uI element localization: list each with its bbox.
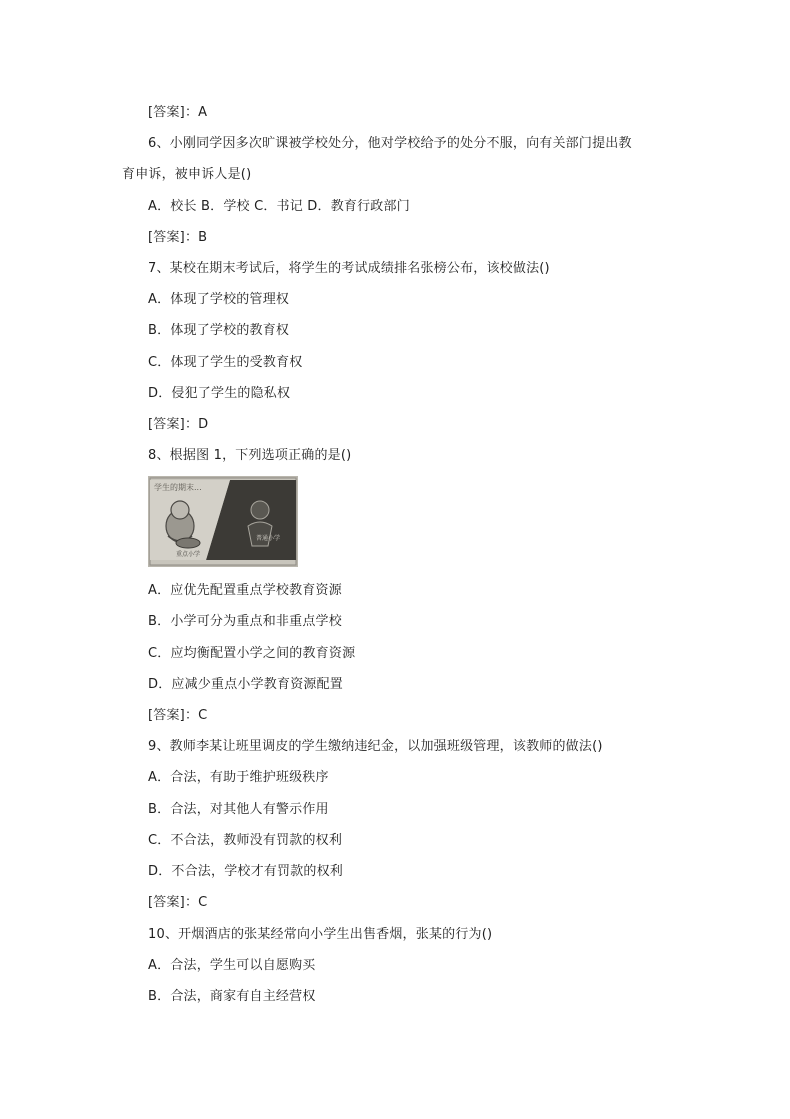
figure-1-cartoon [148, 476, 298, 567]
answer-q7: [答案]：D [148, 417, 209, 432]
question-9-option-a: A．合法，有助于维护班级秩序 [148, 770, 329, 785]
question-9-option-d: D．不合法，学校才有罚款的权利 [148, 864, 344, 879]
question-7-stem: 7、某校在期末考试后，将学生的考试成绩排名张榜公布，该校做法() [148, 261, 550, 276]
question-8-stem: 8、根据图 1，下列选项正确的是() [148, 448, 352, 463]
question-6-stem-line2: 育申诉，被申诉人是() [122, 167, 252, 182]
question-7-option-a: A．体现了学校的管理权 [148, 292, 290, 307]
question-8-option-a: A．应优先配置重点学校教育资源 [148, 583, 342, 598]
question-9-option-c: C．不合法，教师没有罚款的权利 [148, 833, 343, 848]
question-7-option-b: B．体现了学校的教育权 [148, 323, 290, 338]
figure-title-text: 学生的期末... [154, 483, 202, 492]
question-8-option-d: D．应减少重点小学教育资源配置 [148, 677, 344, 692]
answer-q5: [答案]：A [148, 105, 208, 120]
question-10-option-b: B．合法，商家有自主经营权 [148, 989, 316, 1004]
question-7-option-d: D．侵犯了学生的隐私权 [148, 386, 291, 401]
question-6-options: A．校长 B．学校 C．书记 D．教育行政部门 [148, 199, 410, 214]
question-10-stem: 10、开烟酒店的张某经常向小学生出售香烟，张某的行为() [148, 927, 493, 942]
answer-q9: [答案]：C [148, 895, 208, 910]
question-7-option-c: C．体现了学生的受教育权 [148, 355, 303, 370]
question-6-stem-line1: 6、小刚同学因多次旷课被学校处分，他对学校给予的处分不服，向有关部门提出教 [148, 136, 632, 151]
figure-left-label: 重点小学 [176, 551, 201, 558]
question-8-option-b: B．小学可分为重点和非重点学校 [148, 614, 342, 629]
question-8-option-c: C．应均衡配置小学之间的教育资源 [148, 646, 356, 661]
question-10-option-a: A．合法，学生可以自愿购买 [148, 958, 316, 973]
figure-right-label: 普通小学 [256, 535, 281, 542]
question-9-option-b: B．合法，对其他人有警示作用 [148, 802, 329, 817]
answer-q6: [答案]：B [148, 230, 208, 245]
answer-q8: [答案]：C [148, 708, 208, 723]
question-9-stem: 9、教师李某让班里调皮的学生缴纳违纪金，以加强班级管理，该教师的做法() [148, 739, 603, 754]
